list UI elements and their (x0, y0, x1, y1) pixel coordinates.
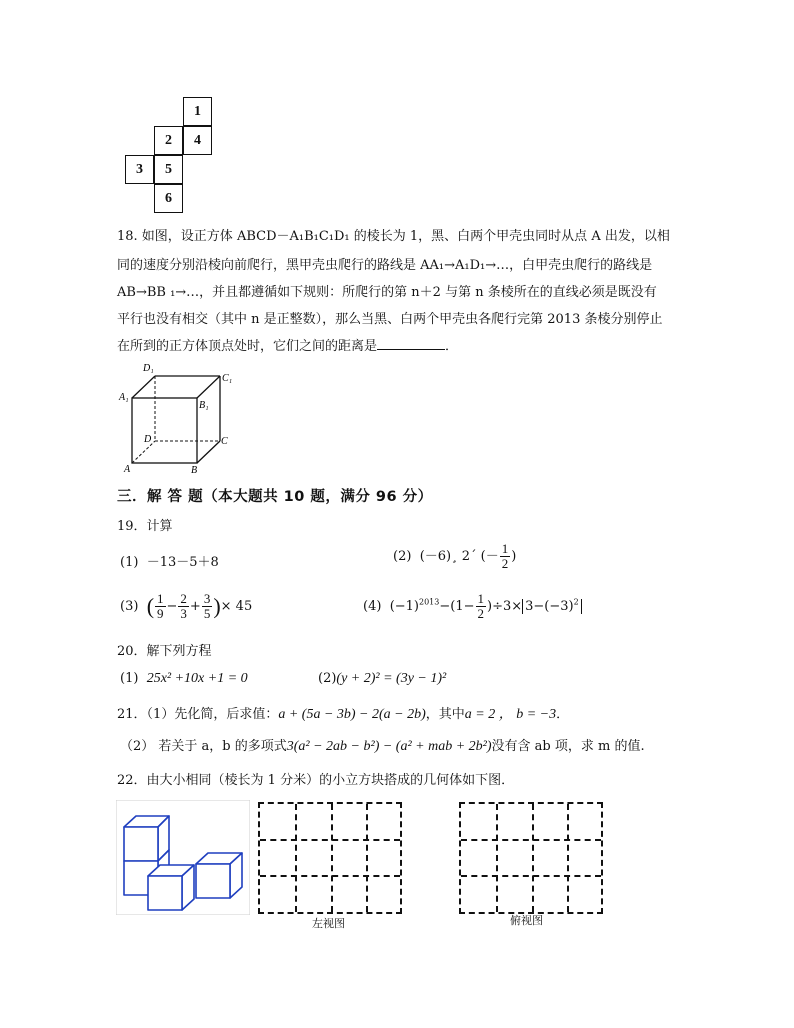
q21-p2-tail: 没有含 ab 项，求 m 的值. (491, 739, 645, 754)
q19-p3-frac-2 (178, 592, 189, 621)
q19-p4-label: (4) (363, 599, 382, 614)
cube-figure (115, 360, 240, 475)
blocks-figure (116, 800, 250, 915)
grid-line (461, 875, 601, 877)
q19-part-2 (393, 542, 516, 571)
cube-edge (197, 376, 220, 398)
q21-p1-expr: a + (5a − 3b) − 2(a − 2b) (278, 707, 426, 722)
q21-part-2 (120, 735, 645, 755)
frac-num: 3 (203, 591, 211, 606)
q18-line-5 (117, 336, 458, 358)
left-view-grid (258, 802, 402, 914)
grid-line (532, 804, 534, 912)
q20-p2-label: (2) (318, 671, 337, 686)
q18-line-3: AB→BB ₁→…，并且都遵循如下规则：所爬行的第 n＋2 与第 n 条棱所在的直线必须是既没有 (117, 285, 657, 300)
q18-end-mark: ． (445, 339, 459, 354)
q22-title: 22．由大小相同（棱长为 1 分米）的小立方块搭成的几何体如下图． (117, 773, 515, 788)
grid-line (366, 804, 368, 912)
q19-p1-expr: －13－5＋8 (146, 555, 219, 570)
grid-line (567, 804, 569, 912)
q19-part-3: (3) ( $\frac{1}{9}$ − $\frac{2}{3}$ + $\frac{3}{5}$ )× 45 (120, 591, 253, 621)
frac-den: 5 (203, 606, 211, 621)
q20-title: 20．解下列方程 (117, 644, 212, 659)
q19-p4-exp2: 2 (573, 597, 579, 607)
top-view-grid (459, 802, 603, 914)
grid-line (331, 804, 333, 912)
section-title: 三．解 答 题（本大题共 10 题，满分 96 分） (117, 489, 433, 505)
grid-line (260, 875, 400, 877)
label-a: A (124, 464, 131, 475)
label-c1: C₁ (222, 373, 233, 384)
answer-blank[interactable] (377, 337, 445, 350)
net-cell: 1 (183, 97, 212, 126)
abs-value (522, 599, 582, 614)
net-cell: 4 (183, 126, 212, 155)
cube-edge (197, 441, 220, 463)
q20-p2-expr: (y + 2)² = (3y − 1)² (336, 671, 447, 686)
q21-p2-expr: 3(a² − 2ab − b²) − (a² + mab + 2b²) (286, 739, 492, 754)
q21-p1-end: ． (556, 707, 570, 722)
left-view-caption: 左视图 (312, 917, 345, 930)
q19-p4-exp: 2013 (419, 597, 440, 607)
q19-p3-tail: × 45 (220, 599, 253, 614)
q19-p2-frac (500, 542, 511, 571)
frac-num: 1 (157, 591, 164, 606)
q19-p3-label: (3) (120, 599, 139, 614)
frac-den: 2 (477, 606, 484, 621)
q20-part-2 (318, 671, 446, 687)
q18-line-4: 平行也没有相交（其中 n 是正整数），那么当黑、白两个甲壳虫各爬行完第 2013 条棱分别停止 (117, 312, 663, 327)
label-d1: D₁ (143, 363, 154, 374)
top-view-caption: 俯视图 (510, 914, 543, 927)
block-front-face (148, 876, 182, 910)
q19-p2-a: (－6) (419, 549, 452, 564)
cube-edge (132, 376, 155, 398)
q21-part-1 (117, 703, 569, 723)
frac-den: 9 (157, 606, 164, 621)
q20-part-1 (120, 671, 248, 687)
grid-line (461, 839, 601, 841)
net-cell: 6 (154, 184, 183, 213)
grid-line (260, 839, 400, 841)
q19-part-4 (363, 592, 582, 621)
q21-p1-vals: a = 2 ， b = −3 (464, 707, 557, 722)
q19-part-1 (120, 551, 219, 570)
label-b1: B₁ (199, 400, 209, 411)
q18-line-5-text: 在所到的正方体顶点处时，它们之间的距离是 (117, 339, 378, 354)
q20-p1-label: (1) (120, 671, 139, 686)
label-d: D (144, 434, 152, 445)
frac-num: 1 (477, 591, 484, 606)
q19-p3-frac-1 (155, 592, 166, 621)
q21-p1-tail: ，其中 (425, 707, 465, 722)
label-b: B (191, 465, 198, 475)
q19-title: 19．计算 (117, 519, 173, 534)
q19-p1-label: (1) (120, 555, 139, 570)
q19-p4-d: 3−(−3) (525, 599, 574, 614)
frac-num: 2 (180, 591, 187, 606)
q20-p1-expr: 25x² +10x +1 = 0 (146, 671, 248, 686)
net-cell: 3 (125, 155, 154, 184)
q19-p4-a: (−1) (389, 599, 419, 614)
q19-p4-c: )÷3× (487, 599, 523, 614)
cube-front-face (132, 398, 197, 463)
q19-p2-label: (2) (393, 549, 412, 564)
grid-line (496, 804, 498, 912)
net-cell: 5 (154, 155, 183, 184)
q19-p3-frac-3 (202, 592, 213, 621)
block-front-face (124, 827, 158, 861)
grid-line (295, 804, 297, 912)
net-cell: 2 (154, 126, 183, 155)
label-a1: A₁ (119, 392, 129, 403)
q18-line-2: 同的速度分别沿棱向前爬行，黑甲壳虫爬行的路线是 AA₁→A₁D₁→…，白甲壳虫爬行的路线是 (117, 258, 653, 273)
block-front-face (196, 864, 230, 898)
q21-p2-text: （2） 若关于 a，b 的多项式 (120, 739, 287, 754)
q18-line-1: 18. 如图，设正方体 ABCD－A₁B₁C₁D₁ 的棱长为 1，黑、白两个甲壳虫同时从点 A 出发，以相 (117, 229, 670, 244)
q19-p2-d: ) (511, 549, 517, 564)
q19-p2-c: (－ (480, 549, 499, 564)
q19-p4-b: −(1− (439, 599, 475, 614)
q19-p4-frac (476, 592, 487, 621)
frac-den: 3 (180, 606, 187, 621)
frac-num: 1 (501, 541, 509, 556)
q21-p1-text: 21．（1）先化简，后求值： (117, 707, 279, 722)
frac-den: 2 (501, 556, 509, 571)
label-c: C (221, 436, 228, 447)
q19-p2-b: ¸ 2´ (451, 549, 477, 564)
